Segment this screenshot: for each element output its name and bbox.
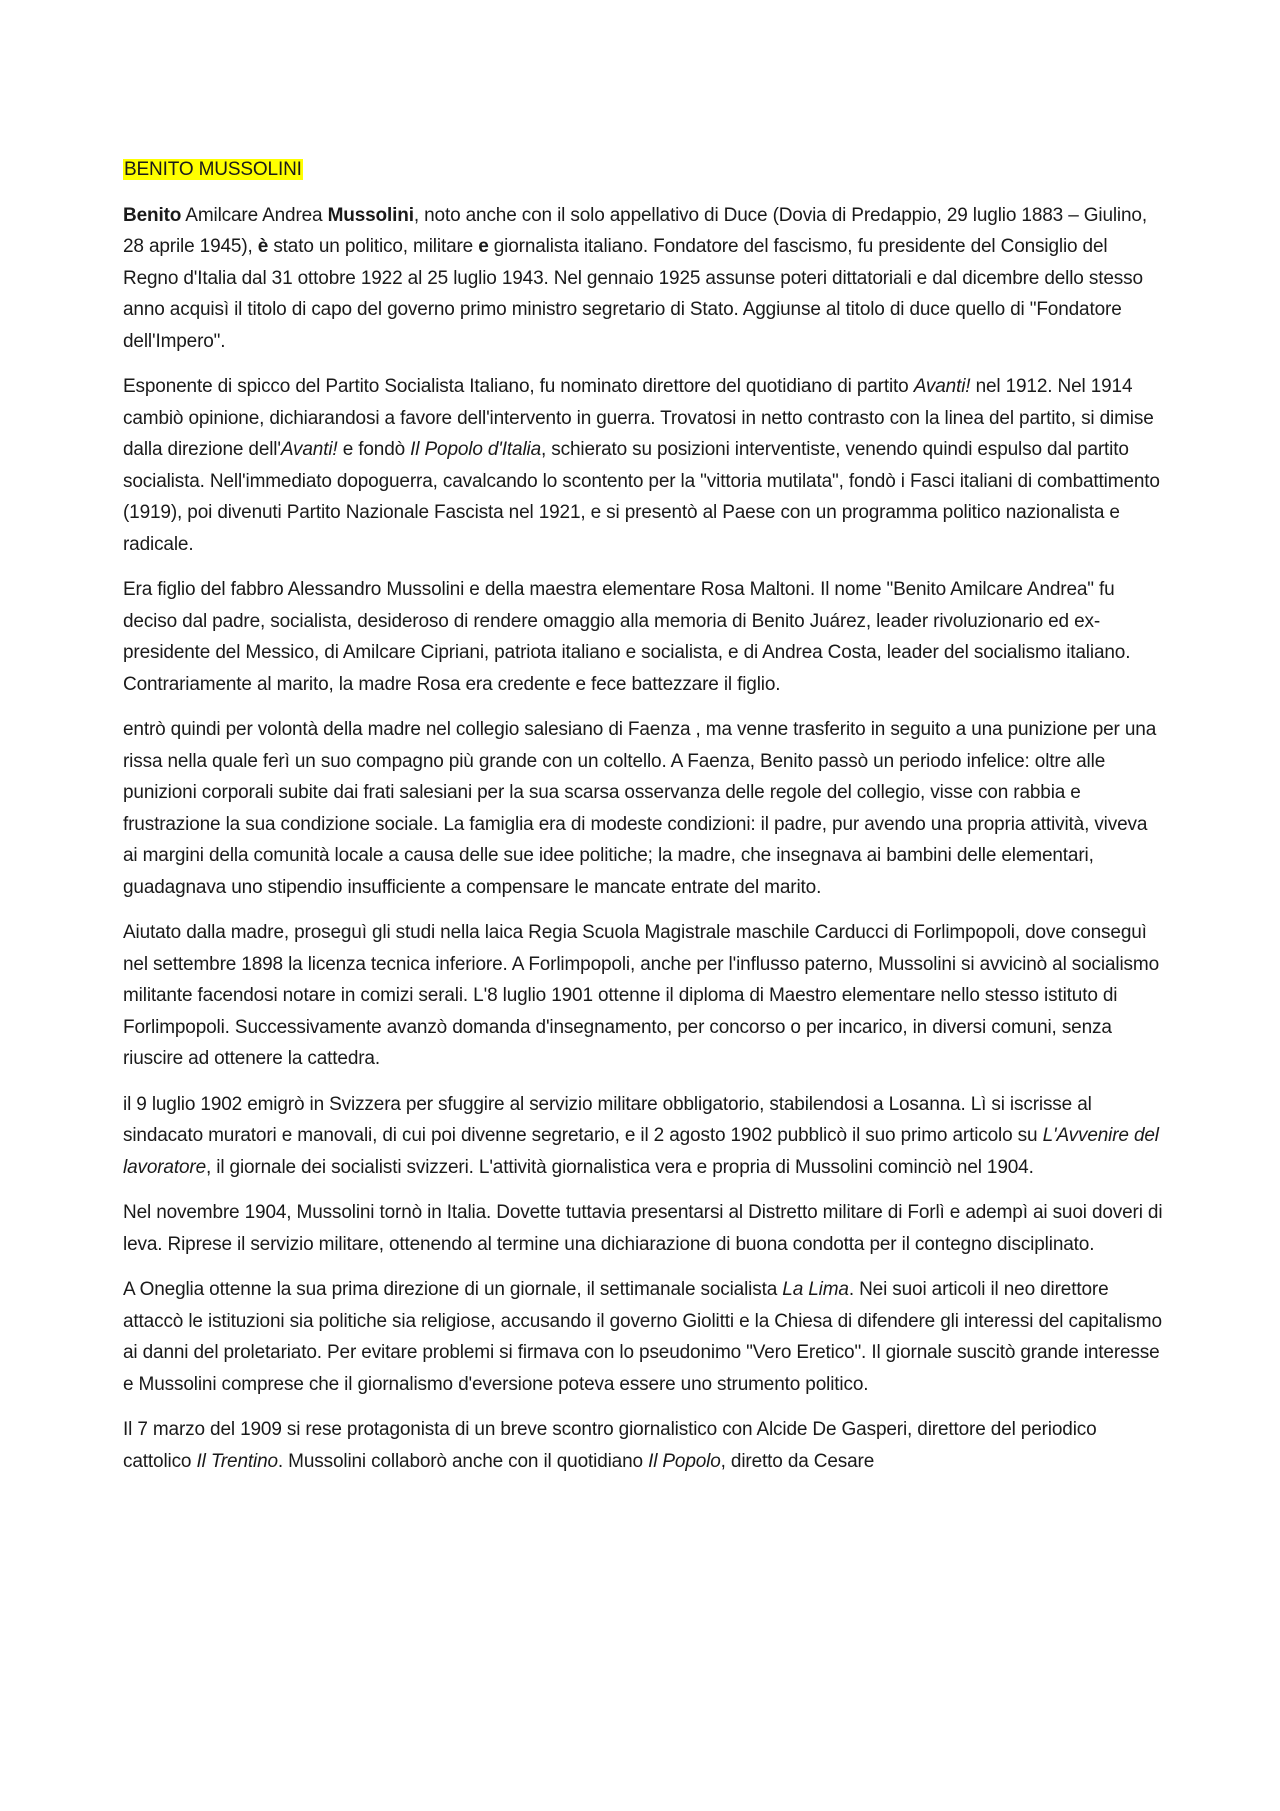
paragraph-text: nel 1912. Nel 1914 cambiò opinione, dichiarandosi a favore dell'intervento in guerra. Trovatosi in netto contrasto con la linea del partito, si dimise dalla direzione dell' bbox=[123, 376, 1154, 460]
bold-text: è bbox=[257, 236, 269, 257]
italic-text: L'Avvenire del lavoratore bbox=[123, 1125, 1159, 1178]
paragraph-5: Aiutato dalla madre, proseguì gli studi nella laica Regia Scuola Magistrale maschile Carducci di Forlimpopoli, dove conseguì nel settembre 1898 la licenza tecnica inferiore. A Forlimpopoli, anche per l'influsso paterno, Mussolini si avvicinò al socialismo militante facendosi notare in comizi serali. L'8 luglio 1901 ottenne il diploma di Maestro elementare nello stesso istituto di Forlimpopoli. Successivamente avanzò domanda d'insegnamento, per concorso o per incarico, in diversi comuni, senza riuscire ad ottenere la cattedra. bbox=[123, 922, 1159, 1069]
paragraph-text: A Oneglia ottenne la sua prima direzione di un giornale, il settimanale socialista bbox=[123, 1279, 783, 1300]
paragraph-9 bbox=[123, 1414, 1165, 1477]
paragraph-text: , schierato su posizioni interventiste, venendo quindi espulso dal partito socialista. Nell'immediato dopoguerra, cavalcando lo scontento per la "vittoria mutilata", fondò i Fasci italiani di combattimento (1919), poi divenuti Partito Nazionale Fascista nel 1921, e si presentò al Paese con un programma politico nazionalista e radicale. bbox=[123, 439, 1160, 555]
paragraph-text: Il 7 marzo del 1909 si rese protagonista di un breve scontro giornalistico con Alcide De Gasperi, direttore del periodico cattolico bbox=[123, 1419, 1097, 1472]
paragraph-7: Nel novembre 1904, Mussolini tornò in Italia. Dovette tuttavia presentarsi al Distretto militare di Forlì e adempì ai suoi doveri di leva. Riprese il servizio militare, ottenendo al termine una dichiarazione di buona condotta per il contegno disciplinato. bbox=[123, 1202, 1163, 1255]
paragraph-text: , noto anche con il solo appellativo di Duce (Dovia di Predappio, 29 luglio 1883 – Giulino, 28 aprile 1945), bbox=[123, 204, 1147, 257]
paragraph-2 bbox=[123, 371, 1165, 560]
bold-text: Benito bbox=[123, 204, 182, 226]
paragraph-text: Esponente di spicco del Partito Socialista Italiano, fu nominato direttore del quotidiano di partito bbox=[123, 376, 914, 397]
paragraph-text: Amilcare Andrea bbox=[181, 204, 328, 226]
bold-text: e bbox=[478, 236, 489, 257]
paragraph-text: . Nei suoi articoli il neo direttore attaccò le istituzioni sia politiche sia religiose, accusando il governo Giolitti e la Chiesa di difendere gli interessi del capitalismo ai danni del proletariato. Per evitare problemi si firmava con lo pseudonimo "Vero Eretico". Il giornale suscitò grande interesse e Mussolini comprese che il giornalismo d'eversione poteva essere uno strumento politico. bbox=[123, 1279, 1162, 1395]
title-line bbox=[123, 154, 1165, 186]
bold-text: Mussolini bbox=[327, 204, 414, 226]
italic-text: Il Popolo bbox=[648, 1450, 721, 1472]
paragraph-text: e fondò bbox=[337, 439, 411, 460]
italic-text: Avanti! bbox=[280, 439, 338, 460]
italic-text: La Lima bbox=[782, 1279, 849, 1300]
document-title: BENITO MUSSOLINI bbox=[124, 159, 302, 180]
paragraph-8 bbox=[123, 1274, 1165, 1400]
paragraph-6 bbox=[123, 1089, 1165, 1184]
italic-text: Il Popolo d'Italia bbox=[410, 439, 542, 460]
paragraph-text: , il giornale dei socialisti svizzeri. L'attività giornalistica vera e propria di Mussolini cominciò nel 1904. bbox=[206, 1156, 1034, 1178]
paragraph-text: , diretto da Cesare bbox=[720, 1450, 875, 1472]
document-body bbox=[123, 154, 1165, 1491]
italic-text: Avanti! bbox=[913, 376, 971, 397]
paragraph-text: stato un politico, militare bbox=[268, 236, 479, 257]
paragraph-4: entrò quindi per volontà della madre nel collegio salesiano di Faenza , ma venne trasferito in seguito a una punizione per una rissa nella quale ferì un suo compagno più grande con un coltello. A Faenza, Benito passò un periodo infelice: oltre alle punizioni corporali subite dai frati salesiani per la sua scarsa osservanza delle regole del collegio, visse con rabbia e frustrazione la sua condizione sociale. La famiglia era di modeste condizioni: il padre, pur avendo una propria attività, viveva ai margini della comunità locale a causa delle sue idee politiche; la madre, che insegnava ai bambini delle elementari, guadagnava uno stipendio insufficiente a compensare le mancate entrate del marito. bbox=[123, 719, 1157, 898]
paragraph-3: Era figlio del fabbro Alessandro Mussolini e della maestra elementare Rosa Maltoni. Il nome "Benito Amilcare Andrea" fu deciso dal padre, socialista, desideroso di rendere omaggio alla memoria di Benito Juárez, leader rivoluzionario ed ex-presidente del Messico, di Amilcare Cipriani, patriota italiano e socialista, e di Andrea Costa, leader del socialismo italiano. Contrariamente al marito, la madre Rosa era credente e fece battezzare il figlio. bbox=[123, 579, 1131, 695]
italic-text: Il Trentino bbox=[196, 1450, 278, 1472]
paragraph-text: . Mussolini collaborò anche con il quotidiano bbox=[277, 1450, 649, 1472]
paragraph-text: giornalista italiano. Fondatore del fascismo, fu presidente del Consiglio del Regno d'Italia dal 31 ottobre 1922 al 25 luglio 1943. Nel gennaio 1925 assunse poteri dittatoriali e dal dicembre dello stesso anno acquisì il titolo di capo del governo primo ministro segretario di Stato. Aggiunse al titolo di duce quello di "Fondatore dell'Impero". bbox=[123, 236, 1143, 352]
paragraph-text: il 9 luglio 1902 emigrò in Svizzera per sfuggire al servizio militare obbligatorio, stabilendosi a Losanna. Lì si iscrisse al sindacato muratori e manovali, di cui poi divenne segretario, e il 2 agosto 1902 pubblicò il suo primo articolo su bbox=[123, 1093, 1092, 1146]
paragraph-1 bbox=[123, 200, 1165, 358]
